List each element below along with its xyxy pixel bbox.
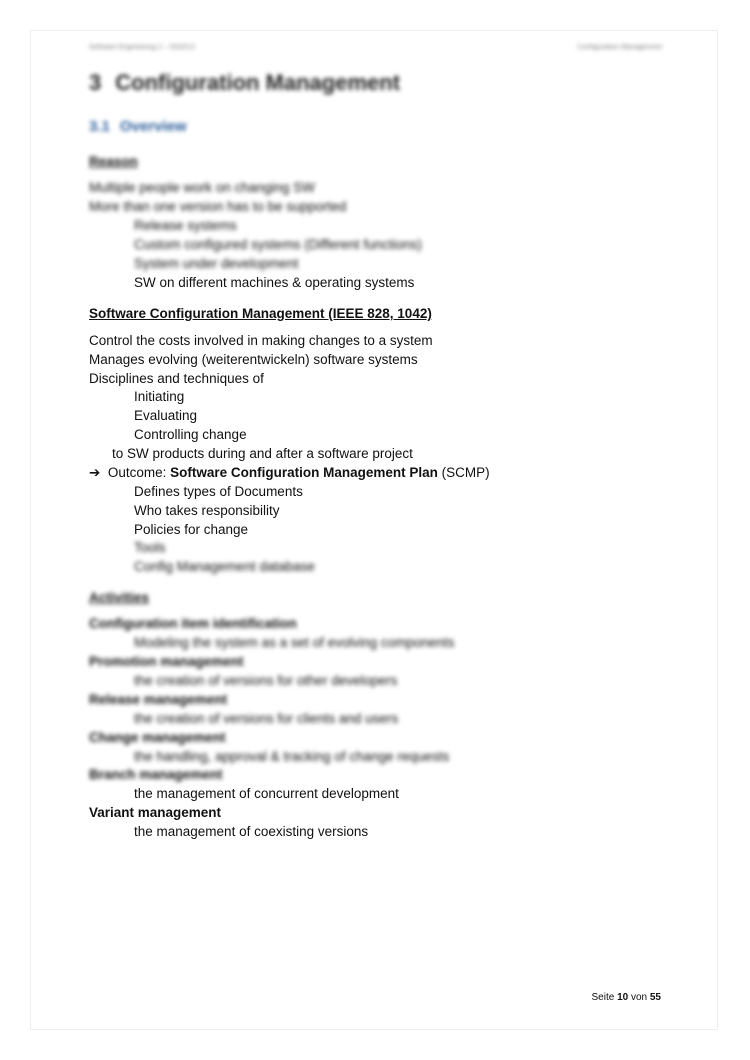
reason-subitem: SW on different machines & operating systems: [134, 275, 415, 290]
reason-line: More than one version has to be supported: [89, 199, 347, 214]
section-title-text: Overview: [119, 118, 187, 135]
arrow-icon: ➔: [89, 465, 101, 480]
activity-desc: Modeling the system as a set of evolving components: [134, 635, 455, 650]
chapter-title: [89, 70, 400, 96]
activity-desc: the creation of versions for other developers: [134, 673, 398, 688]
header-chapter: Configuration Management: [577, 44, 662, 51]
reason-line: Multiple people work on changing SW: [89, 180, 315, 195]
activity-title: Variant management: [89, 805, 222, 820]
activity-desc: the management of concurrent development: [134, 786, 399, 801]
section-number: 3.1: [89, 118, 110, 135]
technique-item: Controlling change: [134, 427, 247, 442]
page-total: 55: [649, 992, 661, 1003]
scm-line: Control the costs involved in making changes to a system: [89, 333, 433, 348]
technique-item: Evaluating: [134, 408, 198, 423]
outcome-plan-name: Software Configuration Management Plan: [170, 465, 438, 480]
chapter-title-text: Configuration Management: [115, 70, 401, 95]
plan-item: Config Management database: [134, 559, 315, 574]
plan-item: Tools: [134, 540, 166, 555]
plan-item: Policies for change: [134, 522, 249, 537]
scm-line: Disciplines and techniques of: [89, 371, 264, 386]
activity-desc: the management of coexisting versions: [134, 824, 369, 839]
activity-title: Change management: [89, 730, 226, 745]
activity-title: Branch management: [89, 767, 223, 782]
activities-heading: Activities: [89, 590, 150, 605]
header-course: Software Engineering 2 – SS2013: [89, 44, 195, 51]
reason-subitem: System under development: [134, 256, 299, 271]
running-header: [89, 44, 662, 51]
page-number: [591, 992, 661, 1003]
plan-item: Who takes responsibility: [134, 503, 280, 518]
scm-heading: Software Configuration Management (IEEE 828, 1042): [89, 306, 432, 321]
page-current: 10: [617, 992, 629, 1003]
outcome-suffix: (SCMP): [437, 465, 490, 480]
scm-scope: to SW products during and after a software project: [112, 446, 413, 461]
reason-heading: Reason: [89, 154, 138, 169]
chapter-number: 3: [89, 70, 102, 95]
activity-title: Release management: [89, 692, 228, 707]
scm-outcome: [89, 465, 490, 481]
page-prefix: Seite: [591, 992, 618, 1003]
plan-item: Defines types of Documents: [134, 484, 303, 499]
page-mid: von: [628, 992, 650, 1003]
activity-title: Configuration item identification: [89, 616, 297, 631]
activity-title: Promotion management: [89, 654, 244, 669]
outcome-prefix: Outcome:: [107, 465, 171, 480]
reason-subitem: Custom configured systems (Different functions): [134, 237, 422, 252]
scm-line: Manages evolving (weiterentwickeln) software systems: [89, 352, 418, 367]
activity-desc: the creation of versions for clients and users: [134, 711, 399, 726]
technique-item: Initiating: [134, 389, 185, 404]
section-title: [89, 118, 187, 135]
reason-subitem: Release systems: [134, 218, 237, 233]
activity-desc: the handling, approval & tracking of change requests: [134, 749, 450, 764]
